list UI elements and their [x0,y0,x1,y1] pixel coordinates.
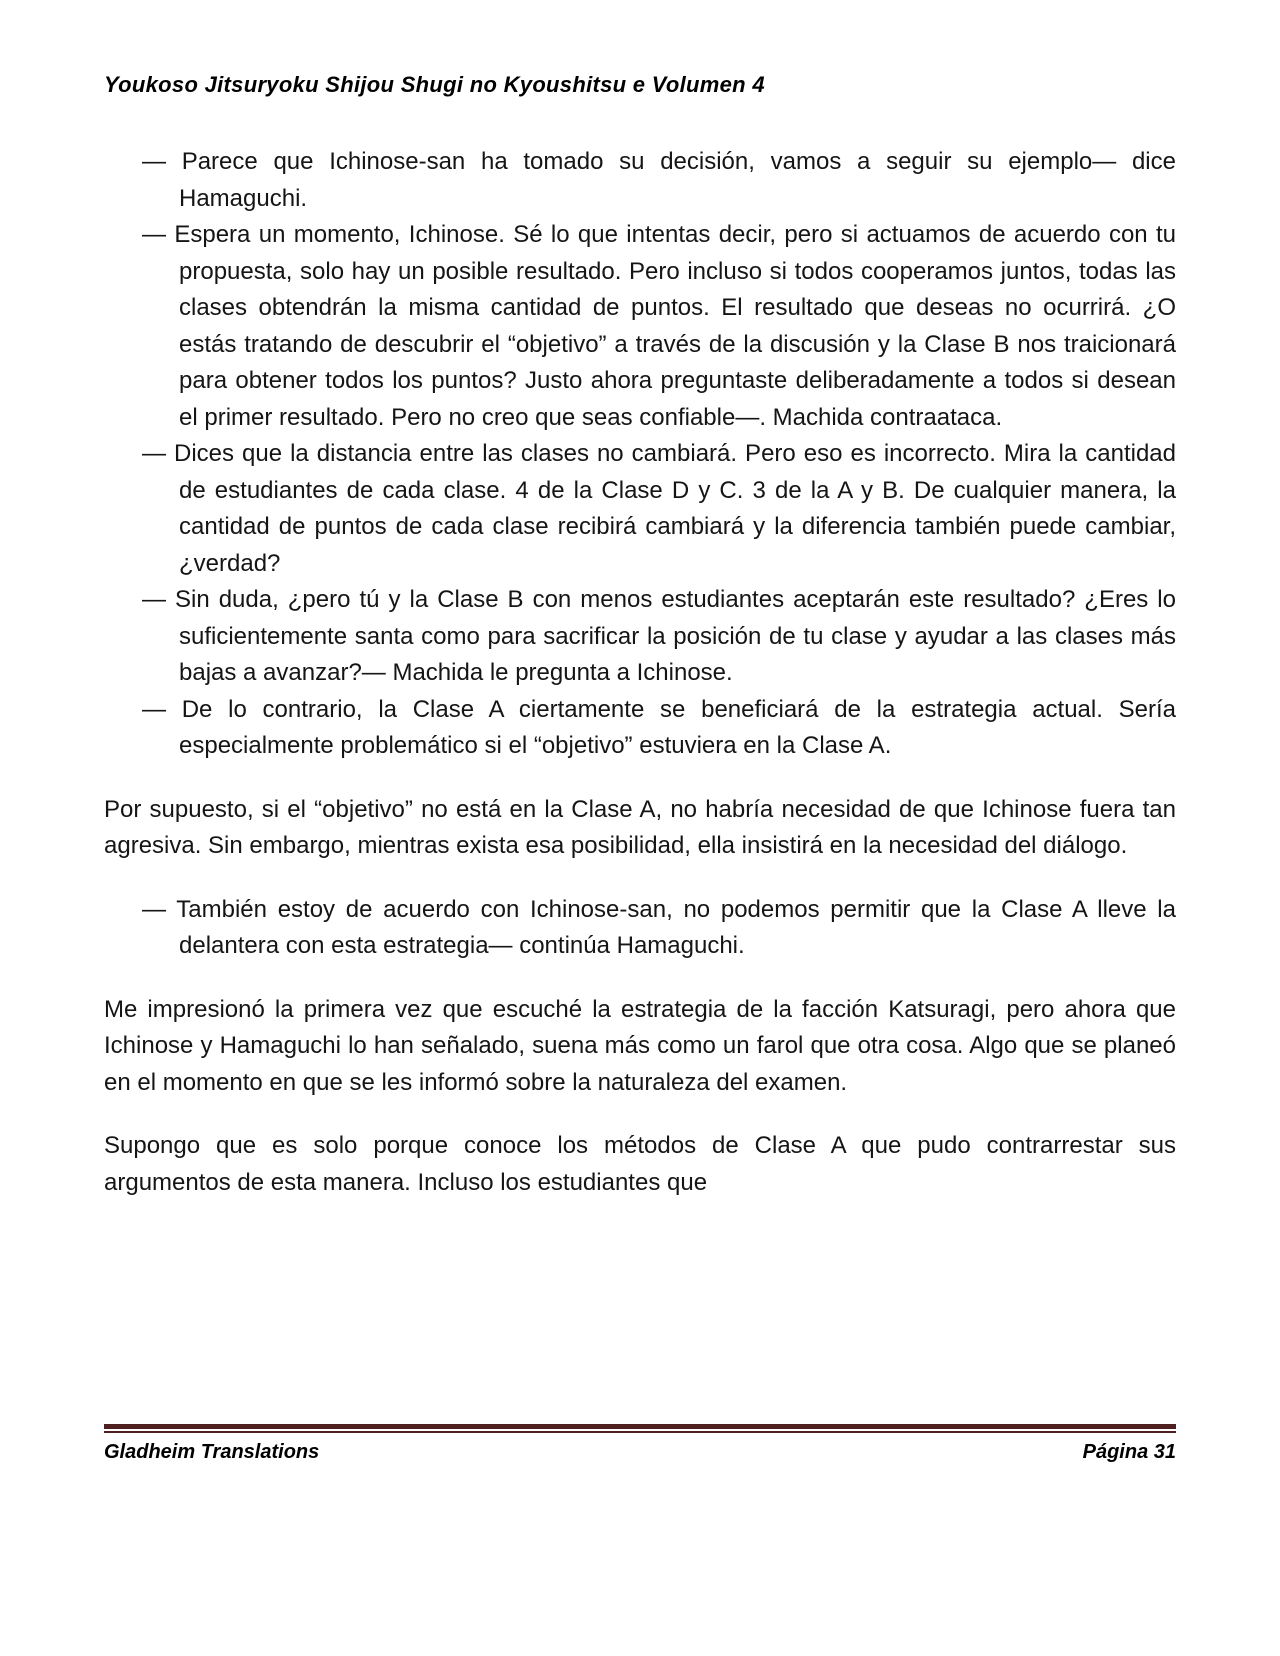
paragraph: — Dices que la distancia entre las clases no cambiará. Pero eso es incorrecto. Mira la cantidad de estudiantes de cada clase. 4 de la Clase D y C. 3 de la A y B. De cualquier manera, la cantidad de puntos de cada clase recibirá cambiará y la diferencia también puede cambiar, ¿verdad? [142,440,1176,577]
footer-page-number: Página 31 [1082,1441,1176,1463]
body-text [104,144,1176,1201]
page-footer [104,1424,1176,1464]
paragraph: — Parece que Ichinose-san ha tomado su decisión, vamos a seguir su ejemplo— dice Hamaguchi. [142,148,1176,212]
document-page [104,0,1176,1201]
paragraph: Por supuesto, si el “objetivo” no está en la Clase A, no habría necesidad de que Ichinose fuera tan agresiva. Sin embargo, mientras exista esa posibilidad, ella insistirá en la necesidad del diálogo. [104,795,1176,859]
footer-divider [104,1424,1176,1433]
paragraph: — Espera un momento, Ichinose. Sé lo que intentas decir, pero si actuamos de acuerdo con tu propuesta, solo hay un posible resultado. Pero incluso si todos cooperamos juntos, todas las clases obtendrán la misma cantidad de puntos. El resultado que deseas no ocurrirá. ¿O estás tratando de descubrir el “objetivo” a través de la discusión y la Clase B nos traicionará para obtener todos los puntos? Justo ahora preguntaste deliberadamente a todos si desean el primer resultado. Pero no creo que seas confiable—. Machida contraataca. [142,221,1176,431]
paragraph: Supongo que es solo porque conoce los métodos de Clase A que pudo contrarrestar sus argumentos de esta manera. Incluso los estudiantes que [104,1132,1176,1196]
paragraph: Me impresionó la primera vez que escuché la estrategia de la facción Katsuragi, pero ahora que Ichinose y Hamaguchi lo han señalado, suena más como un farol que otra cosa. Algo que se planeó en el momento en que se les informó sobre la naturaleza del examen. [104,995,1176,1096]
paragraph: — También estoy de acuerdo con Ichinose-san, no podemos permitir que la Clase A lleve la delantera con esta estrategia— continúa Hamaguchi. [142,895,1176,959]
paragraph: — Sin duda, ¿pero tú y la Clase B con menos estudiantes aceptarán este resultado? ¿Eres lo suficientemente santa como para sacrificar la posición de tu clase y ayudar a las clases más bajas a avanzar?— Machida le pregunta a Ichinose. [142,586,1176,686]
page-header-title: Youkoso Jitsuryoku Shijou Shugi no Kyoushitsu e Volumen 4 [104,72,765,97]
paragraph: — De lo contrario, la Clase A ciertamente se beneficiará de la estrategia actual. Sería especialmente problemático si el “objetivo” estuviera en la Clase A. [142,695,1176,759]
footer-translator-credit: Gladheim Translations [104,1441,320,1463]
